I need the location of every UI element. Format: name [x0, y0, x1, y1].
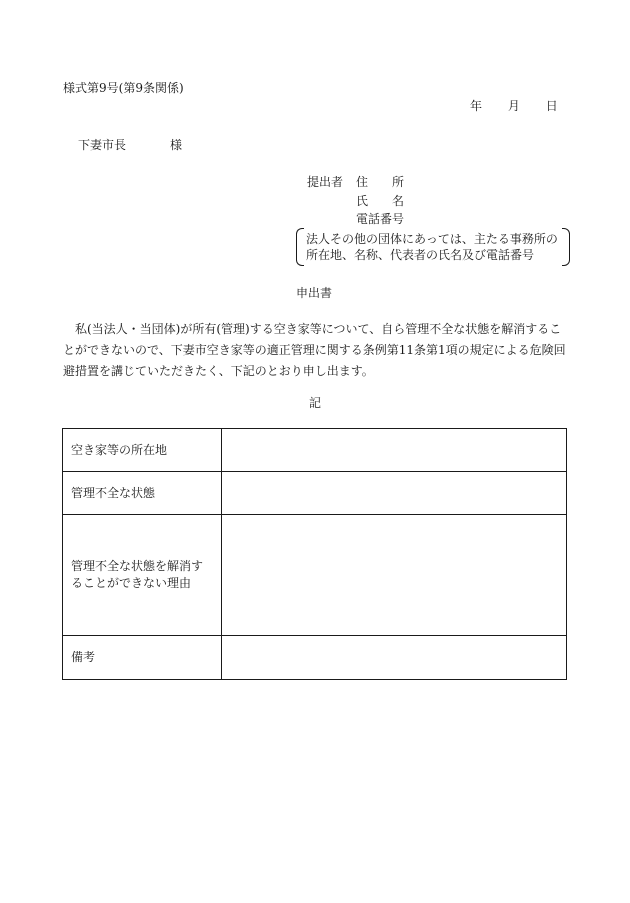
- right-bracket: [562, 228, 570, 266]
- document-title: 申出書: [296, 286, 333, 300]
- table-row: [63, 636, 567, 680]
- table-row: [63, 515, 567, 636]
- name-label: 氏 名: [356, 194, 405, 208]
- date-line: [470, 99, 558, 113]
- row-label-reason: 管理不全な状態を解消することができない理由: [63, 515, 222, 636]
- record-table: [62, 428, 567, 680]
- phone-label: 電話番号: [356, 212, 405, 226]
- date-month: 月: [507, 99, 520, 113]
- row-label-location: 空き家等の所在地: [63, 429, 222, 472]
- table-row: [63, 429, 567, 472]
- row-value-condition[interactable]: [222, 472, 567, 515]
- addressee-honorific: 様: [170, 138, 183, 152]
- address-label: 住 所: [356, 175, 405, 189]
- document-body: 私(当法人・当団体)が所有(管理)する空き家等について、自ら管理不全な状態を解消することができないので、下妻市空き家等の適正管理に関する条例第11条第1項の規定による危険回避措置を講じていただきたく、下記のとおり申し出ます。: [63, 322, 566, 378]
- addressee: [78, 138, 182, 152]
- date-day: 日: [545, 99, 558, 113]
- form-number: 様式第9号(第9条関係): [63, 81, 184, 95]
- left-bracket: [296, 228, 304, 266]
- applicant-note-box: [296, 228, 570, 266]
- row-value-location[interactable]: [222, 429, 567, 472]
- table-row: [63, 472, 567, 515]
- addressee-name: 下妻市長: [78, 138, 127, 152]
- date-year: 年: [470, 99, 483, 113]
- applicant-note: 法人その他の団体にあっては、主たる事務所の所在地、名称、代表者の氏名及び電話番号: [306, 232, 558, 262]
- row-value-remarks[interactable]: [222, 636, 567, 680]
- row-label-remarks: 備考: [63, 636, 222, 680]
- row-label-condition: 管理不全な状態: [63, 472, 222, 515]
- ki-heading: 記: [309, 396, 322, 410]
- row-value-reason[interactable]: [222, 515, 567, 636]
- applicant-label: 提出者: [307, 175, 344, 189]
